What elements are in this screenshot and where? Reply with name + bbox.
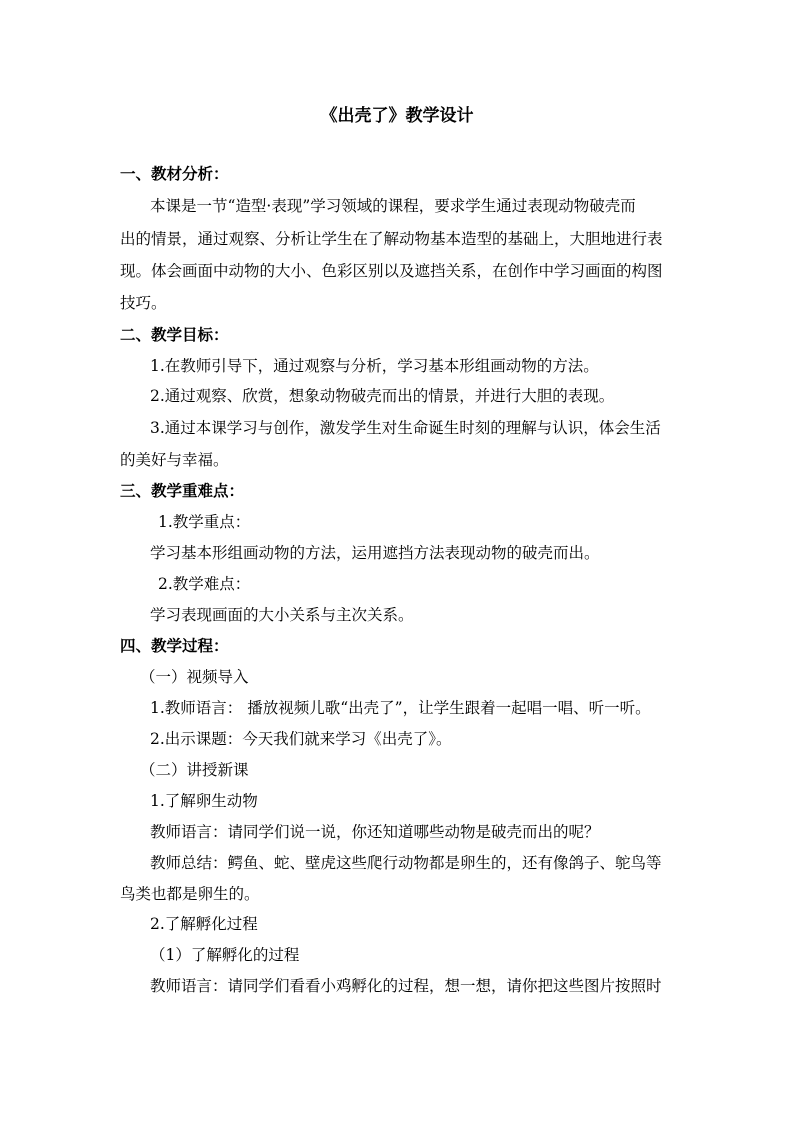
paragraph-line: 2.了解孵化过程 xyxy=(150,915,258,933)
paragraph-line: 1.了解卵生动物 xyxy=(150,792,258,810)
paragraph-line: 现。体会画面中动物的大小、色彩区别以及遮挡关系，在创作中学习画面的构图 xyxy=(120,262,663,280)
paragraph-line: 2.出示课题：今天我们就来学习《出壳了》。 xyxy=(150,730,452,748)
paragraph-line: 学习表现画面的大小关系与主次关系。 xyxy=(150,606,414,624)
paragraph-line: 教师语言：请同学们看看小鸡孵化的过程，想一想，请你把这些图片按照时 xyxy=(150,977,662,995)
paragraph-line: 鸟类也都是卵生的。 xyxy=(120,885,260,903)
paragraph-line: （二）讲授新课 xyxy=(140,761,249,779)
paragraph-line: 3.通过本课学习与创作，激发学生对生命诞生时刻的理解与认识，体会生活 xyxy=(150,419,661,437)
paragraph-line: 1.教学重点： xyxy=(158,513,251,531)
paragraph-line: 本课是一节“造型·表现”学习领域的课程，要求学生通过表现动物破壳而 xyxy=(150,197,636,215)
paragraph-line: 1.教师语言： 播放视频儿歌“出壳了”，让学生跟着一起唱一唱、听一听。 xyxy=(150,699,651,717)
paragraph-line: 教师语言：请同学们说一说，你还知道哪些动物是破壳而出的呢？ xyxy=(150,823,600,841)
paragraph-line: 的美好与幸福。 xyxy=(120,451,229,469)
paragraph-line: 1.在教师引导下，通过观察与分析，学习基本形组画动物的方法。 xyxy=(150,357,599,375)
page-title: 《出壳了》教学设计 xyxy=(320,106,474,126)
paragraph-line: 出的情景，通过观察、分析让学生在了解动物基本造型的基础上，大胆地进行表 xyxy=(120,230,663,248)
section-heading-materials: 一、教材分析： xyxy=(120,164,229,183)
section-heading-key-points: 三、教学重难点： xyxy=(120,481,245,500)
paragraph-line: （一）视频导入 xyxy=(140,668,249,686)
paragraph-line: 2.通过观察、欣赏，想象动物破壳而出的情景，并进行大胆的表现。 xyxy=(150,387,615,405)
paragraph-line: 教师总结：鳄鱼、蛇、壁虎这些爬行动物都是卵生的，还有像鸽子、鸵鸟等 xyxy=(150,854,662,872)
paragraph-line: 学习基本形组画动物的方法，运用遮挡方法表现动物的破壳而出。 xyxy=(150,544,600,562)
section-heading-process: 四、教学过程： xyxy=(120,636,229,655)
paragraph-line: 技巧。 xyxy=(120,294,167,312)
paragraph-line: 2.教学难点： xyxy=(158,575,251,593)
section-heading-goals: 二、教学目标： xyxy=(120,325,229,344)
paragraph-line: （1）了解孵化的过程 xyxy=(150,946,300,964)
